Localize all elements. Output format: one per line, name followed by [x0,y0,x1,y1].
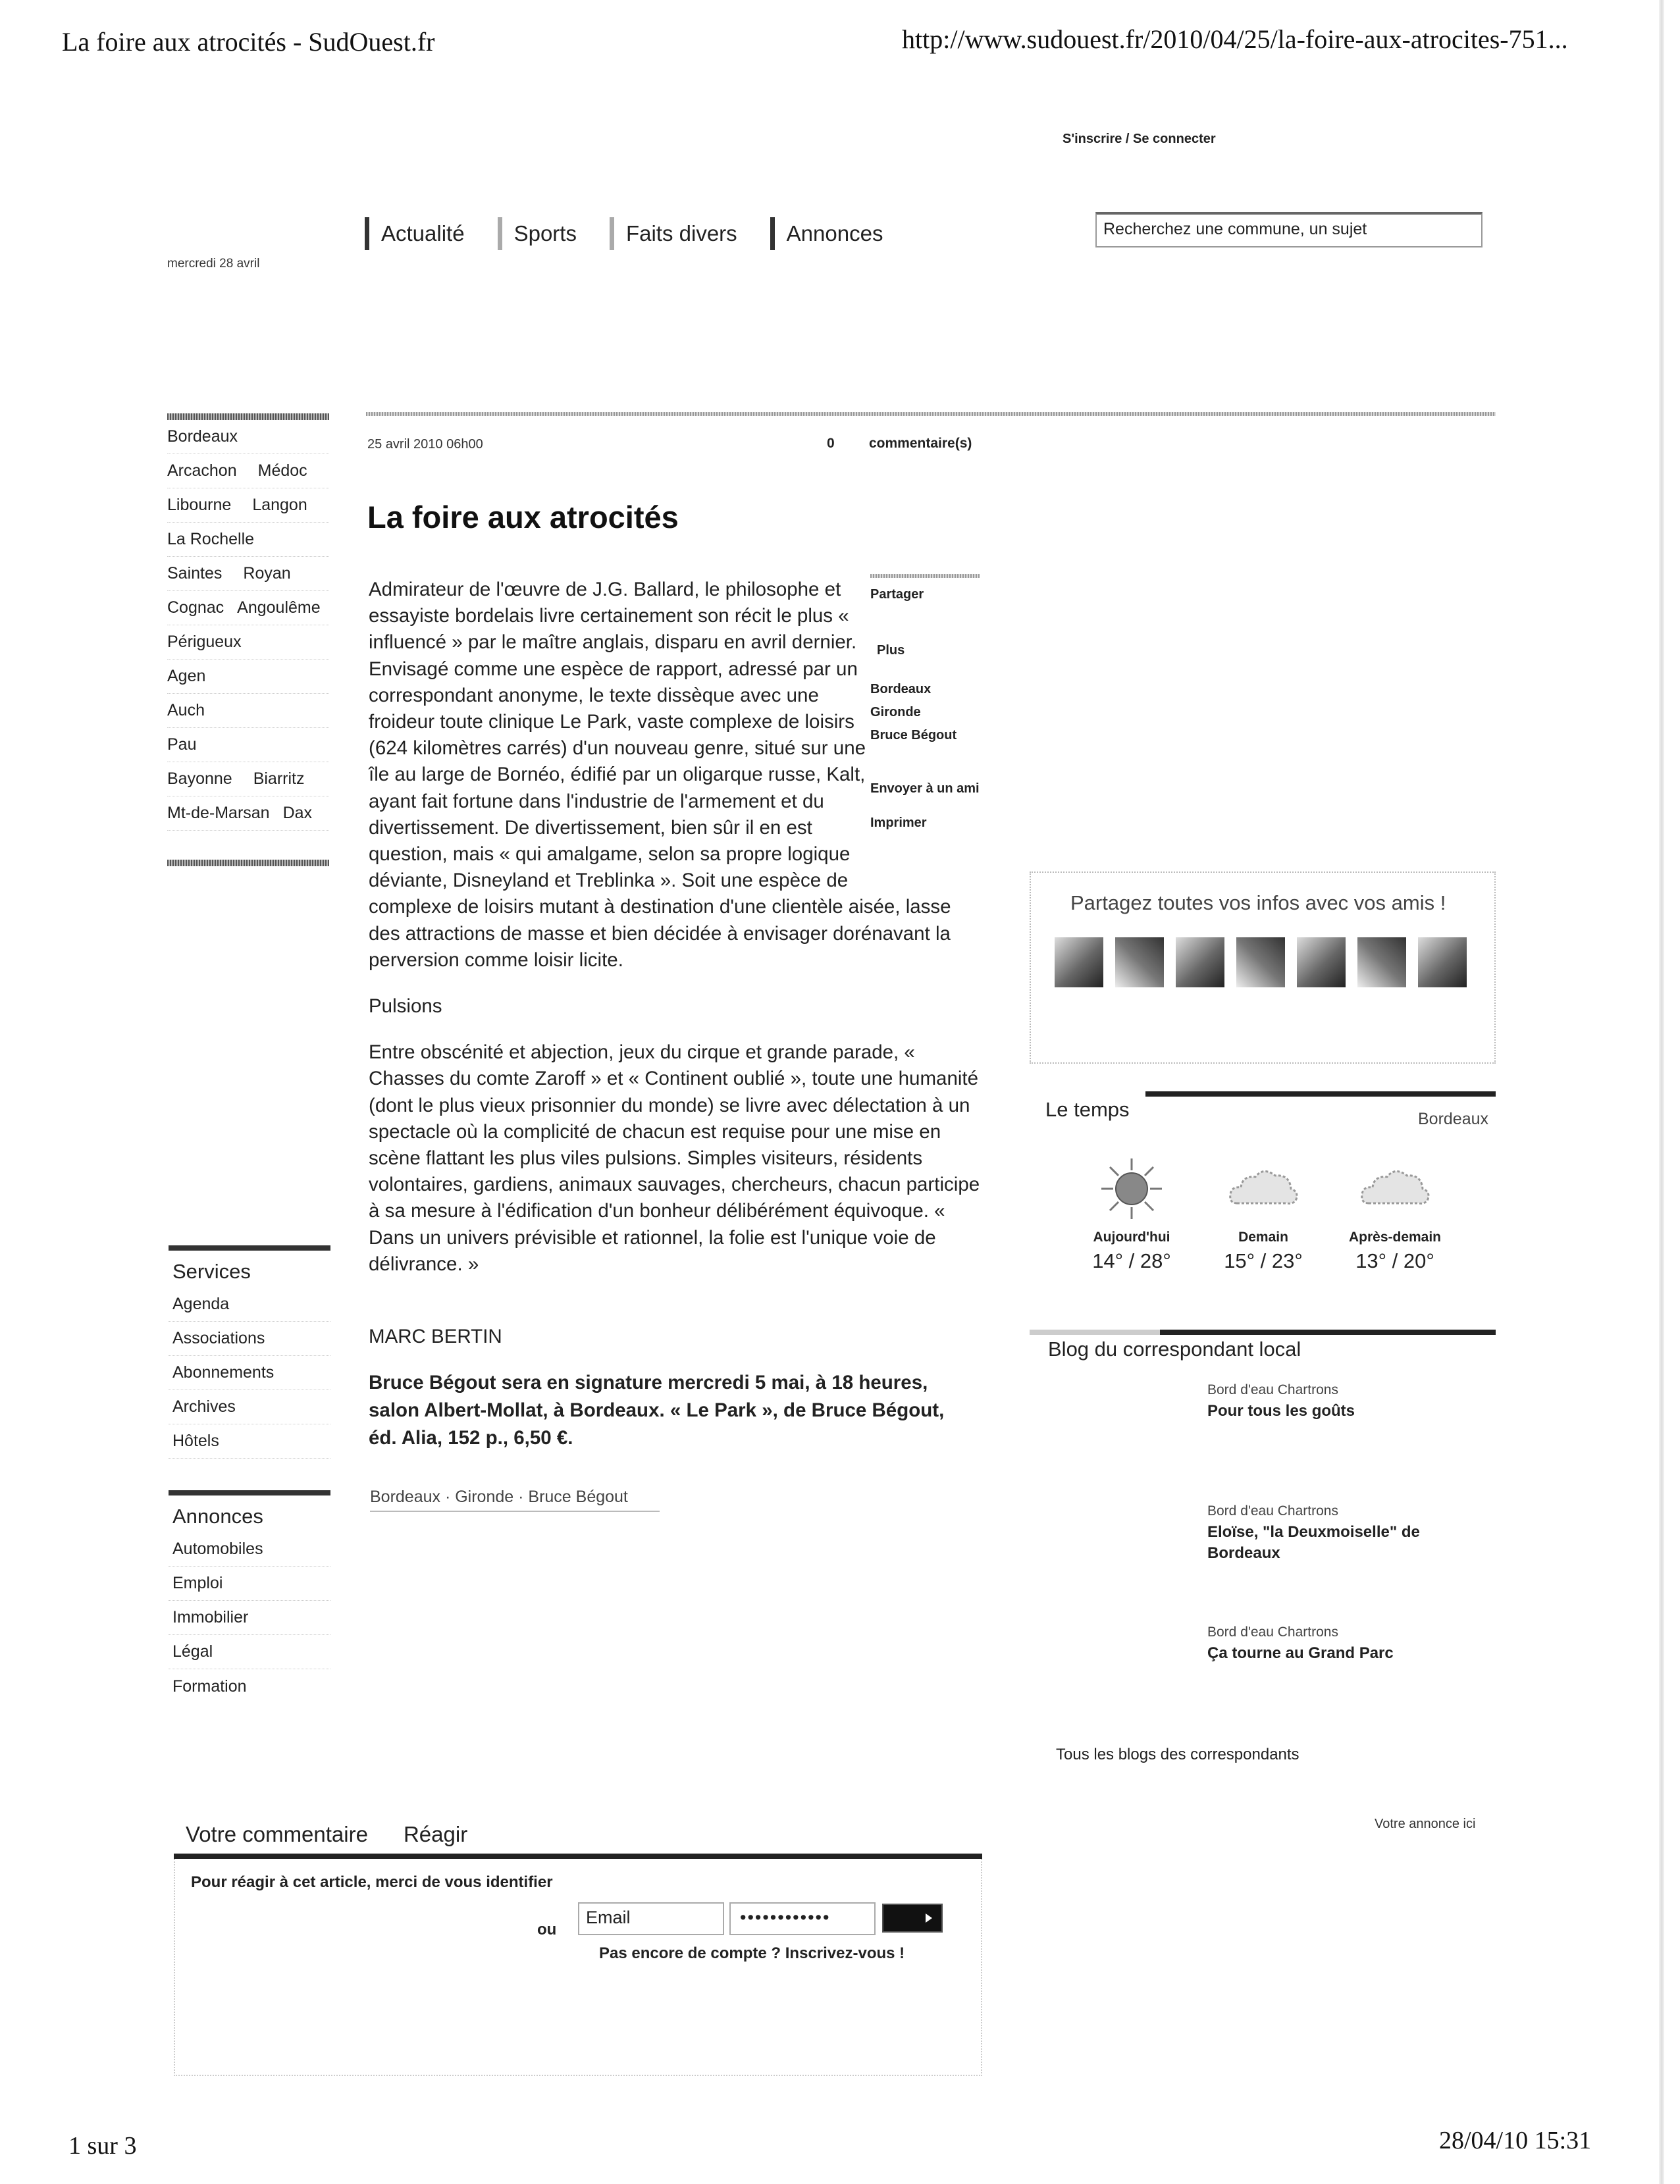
city-link[interactable]: Périgueux [167,633,242,651]
nav-label: Annonces [786,221,883,246]
ad-label[interactable]: Votre annonce ici [1375,1817,1476,1831]
city-row [167,557,329,591]
blog-entry [1207,1503,1477,1564]
annonces-link[interactable]: Légal [169,1635,330,1669]
or-label: ou [537,1921,557,1938]
city-link[interactable]: Royan [243,564,291,583]
blog-title: Blog du correspondant local [1048,1338,1301,1361]
article-paragraph: complexe de loisirs mutant à destination d'une clientèle aisée, lasse des attractions de masse et bien décidée à envisager dorénavant la perversion comme loisir licite. [369,896,951,971]
avatar[interactable] [1297,937,1346,987]
avatar[interactable] [1236,937,1285,987]
services-link[interactable]: Hôtels [169,1424,330,1459]
nav-marker [365,217,369,250]
tools-rule [870,574,980,578]
annonces-link[interactable]: Automobiles [169,1532,330,1567]
city-link[interactable]: Auch [167,701,205,719]
comment-instruction: Pour réagir à cet article, merci de vous identifier [191,1873,553,1891]
article-author: MARC BERTIN [369,1326,502,1347]
article-paragraph: Admirateur de l'œuvre de J.G. Ballard, le philosophe et essayiste bordelais livre certainement son récit le plus « influencé » par le maître anglais, disparu en avril dernier. Envisagé comme une espèce de rapport, adressé par un correspondant anonyme, le texte dissèque avec une froideur toute clinique Le Park, vaste complexe de loisirs (624 kilomètres carrés) d'un nouveau genre, situé sur une île au large de Bornéo, édifié par un oligarque russe, Kalt, ayant fait fortune dans l'industrie de l'armement et du divertissement. De divertissement, bien sûr il en est question, mais « qui amalgame, selon sa propre logique déviante, Disneyland et Treblinka ». Soit une espèce de [369,579,866,892]
all-blogs-link[interactable]: Tous les blogs des correspondants [1056,1746,1299,1763]
nav-annonces[interactable] [770,217,883,250]
nav-faits-divers[interactable] [610,217,737,250]
print-page-url: http://www.sudouest.fr/2010/04/25/la-foire-aux-atrocites-751... [902,24,1568,54]
services-link[interactable]: Associations [169,1322,330,1356]
nav-label: Actualité [381,221,465,246]
weather-day-label: Après-demain [1348,1230,1442,1245]
nav-marker [610,217,614,250]
avatar[interactable] [1055,937,1103,987]
signup-link[interactable]: Pas encore de compte ? Inscrivez-vous ! [599,1944,905,1962]
share-friends-box [1030,871,1496,1064]
tab-votre-commentaire[interactable]: Votre commentaire [186,1822,368,1846]
left-sidebar [167,413,329,866]
avatar[interactable] [1357,937,1406,987]
weather-title: Le temps [1045,1098,1130,1121]
article-tags[interactable]: Bordeaux · Gironde · Bruce Bégout [370,1488,660,1512]
city-link[interactable]: Langon [252,496,307,514]
weather-temp: 14° / 28° [1092,1249,1171,1272]
tag-link[interactable]: Gironde [870,705,921,719]
main-nav [365,217,916,250]
city-row [167,454,329,488]
avatar[interactable] [1115,937,1164,987]
blog-category: Bord d'eau Chartrons [1207,1503,1338,1519]
blog-category: Bord d'eau Chartrons [1207,1382,1338,1397]
weather-day-label: Aujourd'hui [1093,1230,1170,1245]
cloud-icon [1224,1156,1303,1222]
weather-city: Bordeaux [1418,1110,1489,1128]
nav-label: Sports [513,221,577,246]
blog-category: Bord d'eau Chartrons [1207,1625,1338,1640]
city-row [167,591,329,625]
tab-reagir[interactable]: Réagir [403,1822,468,1846]
nav-actualite[interactable] [365,217,465,250]
current-date: mercredi 28 avril [167,257,260,271]
weather-day-label: Demain [1238,1230,1288,1245]
password-field[interactable]: •••••••••••• [729,1902,876,1935]
city-link[interactable]: Mt-de-Marsan [167,804,270,822]
services-link[interactable]: Abonnements [169,1356,330,1390]
nav-marker [498,217,502,250]
city-link[interactable]: Agen [167,667,206,685]
city-link[interactable]: Saintes [167,564,223,583]
article-title: La foire aux atrocités [367,500,679,534]
article-tools [870,574,980,831]
city-link[interactable]: Biarritz [253,769,305,788]
tag-link[interactable]: Bordeaux [870,682,932,696]
search-input[interactable]: Recherchez une commune, un sujet [1095,212,1483,247]
login-link[interactable]: S'inscrire / Se connecter [1063,132,1216,146]
weather-day [1339,1156,1451,1273]
city-link[interactable]: Pau [167,735,197,754]
city-row [167,420,329,454]
city-row [167,523,329,557]
sidebar-top-rule [167,413,329,420]
annonces-rule [169,1490,330,1495]
cloud-icon [1355,1156,1434,1222]
city-link[interactable]: Libourne [167,496,232,514]
blog-entry-link[interactable]: Pour tous les goûts [1207,1402,1355,1420]
avatar[interactable] [1418,937,1467,987]
city-link[interactable]: Bayonne [167,769,232,788]
avatar[interactable] [1176,937,1224,987]
city-link[interactable]: Médoc [257,461,307,480]
blog-entry [1207,1625,1477,1664]
weather-day [1076,1156,1188,1273]
nav-marker [770,217,775,250]
weather-rule [1145,1091,1496,1097]
annonces-title: Annonces [172,1505,263,1528]
city-link[interactable]: La Rochelle [167,530,255,548]
city-link[interactable]: Bordeaux [167,427,238,446]
weather-temp: 15° / 23° [1224,1249,1303,1272]
city-row [167,796,329,831]
scan-edge [1659,0,1664,2184]
article-top-rule [366,412,1496,416]
annonces-link[interactable]: Emploi [169,1567,330,1601]
article-date: 25 avril 2010 06h00 [367,437,483,452]
sidebar-bottom-rule [167,860,329,866]
blog-rule [1030,1330,1496,1335]
comments-link[interactable]: commentaire(s) [869,436,972,451]
weather-temp: 13° / 20° [1355,1249,1434,1272]
more-link[interactable]: Plus [877,643,905,658]
blog-entry [1207,1382,1477,1422]
city-row [167,488,329,523]
comment-rule [174,1854,982,1859]
services-link[interactable]: Agenda [169,1287,330,1322]
annonces-link[interactable]: Immobilier [169,1601,330,1635]
comment-tabs [186,1822,467,1847]
arrow-right-icon [924,1912,933,1924]
share-link[interactable]: Partager [870,587,924,602]
services-title: Services [172,1260,251,1283]
article-subhead: Pulsions [369,995,442,1018]
nav-label: Faits divers [625,221,737,246]
email-field[interactable]: Email [578,1902,724,1935]
services-link[interactable]: Archives [169,1390,330,1424]
city-row [167,625,329,660]
weather-day [1207,1156,1319,1273]
send-to-friend-link[interactable]: Envoyer à un ami [870,781,980,796]
city-row [167,762,329,796]
city-link[interactable]: Dax [282,804,313,822]
annonces-link[interactable]: Formation [172,1677,247,1696]
city-link[interactable]: Angoulême [237,598,321,617]
sun-icon [1099,1156,1165,1222]
city-link[interactable]: Arcachon [167,461,237,480]
services-rule [169,1245,330,1251]
print-page-title: La foire aux atrocités - SudOuest.fr [62,27,435,57]
comment-count: 0 [827,436,835,451]
city-link[interactable]: Cognac [167,598,224,617]
login-submit-button[interactable] [882,1904,943,1933]
print-datetime: 28/04/10 15:31 [1439,2127,1592,2154]
article-paragraph: Entre obscénité et abjection, jeux du cirque et grande parade, « Chasses du comte Zaroff » et « Continent oublié », toute une humanité (dont le plus vieux prisonnier du monde) se livre avec délectation à un spectacle où la complicité de chacun est requise pour une mise en scène flattant les plus viles pulsions. Simples visiteurs, résidents volontaires, gardiens, animaux sauvages, chercheurs, chacun participe à sa mesure à l'édification d'un bonheur délibérément équivoque. « Dans un univers prévisible et rationnel, la folie est l'unique voie de délivrance. » [369,1041,980,1275]
city-row [167,728,329,762]
tag-link[interactable]: Bruce Bégout [870,728,957,742]
services-block [169,1245,330,1459]
blog-entry-link[interactable]: Eloïse, "la Deuxmoiselle" de Bordeaux [1207,1523,1420,1562]
annonces-block [169,1490,330,1703]
city-row [167,660,329,694]
print-link[interactable]: Imprimer [870,816,927,830]
article-note: Bruce Bégout sera en signature mercredi 5 mai, à 18 heures, salon Albert-Mollat, à Bordeaux. « Le Park », de Bruce Bégout, éd. Alia, 152 p., 6,50 €. [369,1372,945,1449]
print-page-number: 1 sur 3 [68,2132,137,2160]
avatar-strip [1055,937,1467,987]
city-row [167,694,329,728]
nav-sports[interactable] [498,217,577,250]
share-friends-title: Partagez toutes vos infos avec vos amis ! [1070,891,1446,914]
blog-entry-link[interactable]: Ça tourne au Grand Parc [1207,1644,1394,1662]
